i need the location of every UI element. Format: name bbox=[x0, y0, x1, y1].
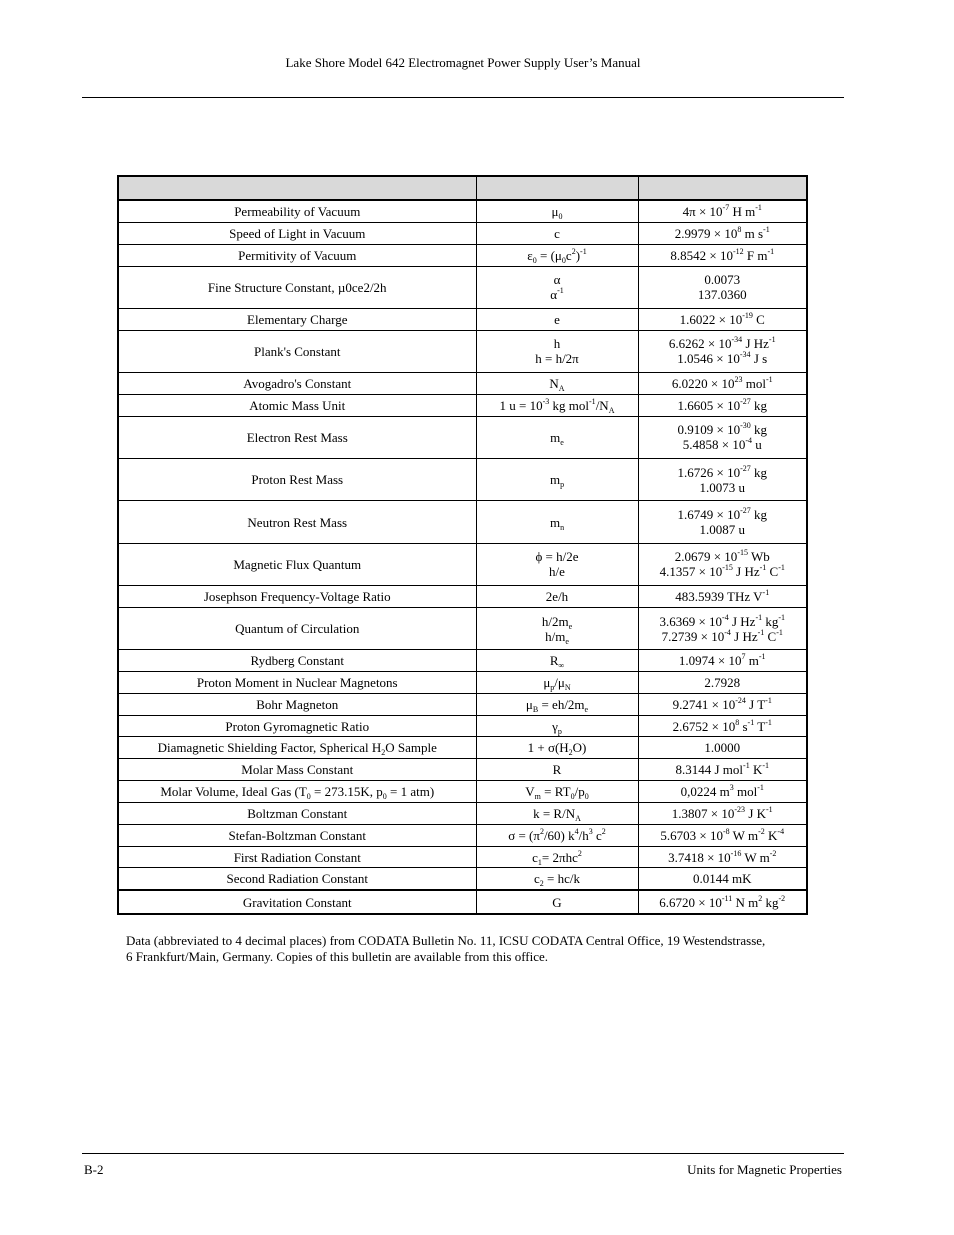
constant-symbol-cell: $\gamma_p$ bbox=[476, 715, 638, 737]
constant-value-cell: $0.9109 \times 10^{-30}$ kg $5.4858 \times 10^{-4}$ u bbox=[638, 416, 807, 458]
header-cell-value bbox=[638, 176, 807, 200]
constant-name-cell: Rydberg Constant bbox=[118, 650, 476, 672]
source-note-line-2: 6 Frankfurt/Main, Germany. Copies of this bulletin are available from this office. bbox=[126, 949, 549, 964]
constant-symbol-cell: $m_p$ bbox=[476, 459, 638, 501]
constant-symbol-cell: h h = h/2π bbox=[476, 330, 638, 372]
table-row bbox=[118, 846, 807, 868]
constant-value-cell: 0,0224 $m^3$ mol$^{-1}$ bbox=[638, 781, 807, 803]
constant-name-cell: Electron Rest Mass bbox=[118, 416, 476, 458]
constant-symbol-cell: c bbox=[476, 223, 638, 245]
table-row bbox=[118, 802, 807, 824]
table-header-row bbox=[118, 176, 807, 200]
constant-value-cell: $2.6752 \times 10^8$ $s^{-1}$ $T^{-1}$ bbox=[638, 715, 807, 737]
table-row bbox=[118, 890, 807, 914]
constant-symbol-cell: $R_\infty$ bbox=[476, 650, 638, 672]
constant-name-cell: Quantum of Circulation bbox=[118, 607, 476, 649]
constant-value-cell: 483.5939 THz $V^{-1}$ bbox=[638, 586, 807, 608]
constant-name-cell: Fine Structure Constant, µ0ce2/2h bbox=[118, 266, 476, 308]
constant-value-cell: 2.7928 bbox=[638, 672, 807, 694]
constants-table-container bbox=[117, 175, 808, 915]
constant-symbol-cell: $N_A$ bbox=[476, 373, 638, 395]
constant-symbol-cell: $\varepsilon_0 = (\mu_0c^2)^{-1}$ bbox=[476, 244, 638, 266]
constant-value-cell: $2.0679 \times 10^{-15}$ Wb $4.1357 \times 10^{-15}$ J $Hz^{-1}$ $C^{-1}$ bbox=[638, 543, 807, 585]
constant-value-cell: $4\pi \times 10^{-7}$ H $m^{-1}$ bbox=[638, 200, 807, 223]
table-row bbox=[118, 781, 807, 803]
constant-symbol-cell: $1 + \sigma(H_2O)$ bbox=[476, 737, 638, 759]
constant-value-cell: $5.6703 \times 10^{-8}$ W $m^{-2}$ $K^{-4}$ bbox=[638, 824, 807, 846]
manual-title: Lake Shore Model 642 Electromagnet Power Supply User’s Manual bbox=[285, 55, 641, 70]
section-title: Units for Magnetic Properties bbox=[687, 1162, 842, 1177]
table-row bbox=[118, 501, 807, 543]
constant-value-cell: 0.0073 137.0360 bbox=[638, 266, 807, 308]
physical-constants-table bbox=[117, 175, 808, 915]
constant-value-cell: $1.6749 \times 10^{-27}$ kg 1.0087 u bbox=[638, 501, 807, 543]
constant-name-cell: Gravitation Constant bbox=[118, 890, 476, 914]
header-cell-symbol bbox=[476, 176, 638, 200]
constant-value-cell: $1.0974 \times 10^7$ $m^{-1}$ bbox=[638, 650, 807, 672]
table-row bbox=[118, 737, 807, 759]
table-row bbox=[118, 759, 807, 781]
table-row bbox=[118, 459, 807, 501]
constant-value-cell: $8.8542 \times 10^{-12}$ F $m^{-1}$ bbox=[638, 244, 807, 266]
table-row bbox=[118, 223, 807, 245]
table-row bbox=[118, 543, 807, 585]
header-rule bbox=[82, 97, 844, 98]
constant-name-cell: Boltzman Constant bbox=[118, 802, 476, 824]
table-row bbox=[118, 693, 807, 715]
constant-value-cell: $1.3807 \times 10^{-23}$ J $K^{-1}$ bbox=[638, 802, 807, 824]
constant-name-cell: Magnetic Flux Quantum bbox=[118, 543, 476, 585]
table-row bbox=[118, 672, 807, 694]
constant-symbol-cell: 1 $u = 10^{-3}$ kg $mol^{-1}/N_A$ bbox=[476, 394, 638, 416]
constant-symbol-cell: R bbox=[476, 759, 638, 781]
constant-value-cell: 1.0000 bbox=[638, 737, 807, 759]
constant-value-cell: $3.7418 \times 10^{-16}$ W $m^{-2}$ bbox=[638, 846, 807, 868]
table-row bbox=[118, 200, 807, 223]
source-note-line-1: Data (abbreviated to 4 decimal places) from CODATA Bulletin No. 11, ICSU CODATA Central Office, 19 Westendstrasse, bbox=[126, 933, 766, 948]
table-row bbox=[118, 650, 807, 672]
constant-symbol-cell: $c_1= 2\pi hc^2$ bbox=[476, 846, 638, 868]
constant-symbol-cell: $V_m = RT_0/p_0$ bbox=[476, 781, 638, 803]
constant-name-cell: Stefan-Boltzman Constant bbox=[118, 824, 476, 846]
table-row bbox=[118, 244, 807, 266]
constant-symbol-cell: $\mu_p/\mu_N$ bbox=[476, 672, 638, 694]
constant-symbol-cell: $\mu_0$ bbox=[476, 200, 638, 223]
constant-name-cell: Avogadro's Constant bbox=[118, 373, 476, 395]
table-row bbox=[118, 394, 807, 416]
constant-name-cell: Bohr Magneton bbox=[118, 693, 476, 715]
constant-symbol-cell: $m_n$ bbox=[476, 501, 638, 543]
constant-value-cell: $1.6605 \times 10^{-27}$ kg bbox=[638, 394, 807, 416]
table-row bbox=[118, 586, 807, 608]
constant-name-cell: Molar Mass Constant bbox=[118, 759, 476, 781]
constant-name-cell: Plank's Constant bbox=[118, 330, 476, 372]
constant-value-cell: $1.6022 \times 10^{-19}$ C bbox=[638, 308, 807, 330]
constant-value-cell: $9.2741 \times 10^{-24}$ J $T^{-1}$ bbox=[638, 693, 807, 715]
constant-symbol-cell: $\mu_B = eh/2m_e$ bbox=[476, 693, 638, 715]
constant-name-cell: Josephson Frequency-Voltage Ratio bbox=[118, 586, 476, 608]
constant-name-cell: Permeability of Vacuum bbox=[118, 200, 476, 223]
constant-value-cell: $6.0220 \times 10^{23}$ mol$^{-1}$ bbox=[638, 373, 807, 395]
constant-name-cell: Diamagnetic Shielding Factor, Spherical $H_2O$ Sample bbox=[118, 737, 476, 759]
header-cell-name bbox=[118, 176, 476, 200]
constant-name-cell: Second Radiation Constant bbox=[118, 868, 476, 891]
constant-symbol-cell: 2e/h bbox=[476, 586, 638, 608]
constant-value-cell: $2.9979 \times 10^8$ m $s^{-1}$ bbox=[638, 223, 807, 245]
page-number: B-2 bbox=[84, 1162, 104, 1177]
table-row bbox=[118, 715, 807, 737]
table-row bbox=[118, 330, 807, 372]
table-row bbox=[118, 607, 807, 649]
constant-value-cell: 0.0144 mK bbox=[638, 868, 807, 891]
table-row bbox=[118, 373, 807, 395]
constant-symbol-cell: ϕ = h/2e h/e bbox=[476, 543, 638, 585]
constant-symbol-cell: α $\alpha^{-1}$ bbox=[476, 266, 638, 308]
source-note bbox=[126, 933, 846, 965]
table-row bbox=[118, 868, 807, 891]
constant-name-cell: Proton Rest Mass bbox=[118, 459, 476, 501]
table-row bbox=[118, 416, 807, 458]
constant-name-cell: Neutron Rest Mass bbox=[118, 501, 476, 543]
constant-symbol-cell: $\sigma = (\pi^2/60)$ $k^4/h^3$ $c^2$ bbox=[476, 824, 638, 846]
table-row bbox=[118, 824, 807, 846]
footer-rule bbox=[82, 1153, 844, 1154]
constant-name-cell: Atomic Mass Unit bbox=[118, 394, 476, 416]
constant-value-cell: $6.6720 \times 10^{-11}$ N $m^2$ $kg^{-2}$ bbox=[638, 890, 807, 914]
constant-name-cell: Permitivity of Vacuum bbox=[118, 244, 476, 266]
constant-name-cell: First Radiation Constant bbox=[118, 846, 476, 868]
constant-symbol-cell: G bbox=[476, 890, 638, 914]
constant-value-cell: 8.3144 J mol$^{-1}$ $K^{-1}$ bbox=[638, 759, 807, 781]
constant-symbol-cell: $h/2m_e$ $h/m_e$ bbox=[476, 607, 638, 649]
constant-symbol-cell: $m_e$ bbox=[476, 416, 638, 458]
table-row bbox=[118, 266, 807, 308]
constant-symbol-cell: $k = R/N_A$ bbox=[476, 802, 638, 824]
table-row bbox=[118, 308, 807, 330]
constant-name-cell: Proton Moment in Nuclear Magnetons bbox=[118, 672, 476, 694]
constant-value-cell: $3.6369 \times 10^{-4}$ J $Hz^{-1}$ $kg^{-1}$ $7.2739 \times 10^{-4}$ J $Hz^{-1}$ $C^{-1}$ bbox=[638, 607, 807, 649]
constant-symbol-cell: $c_2 = hc/k$ bbox=[476, 868, 638, 891]
constant-name-cell: Molar Volume, Ideal Gas ($T_0 = 273.15K$, $p_0 = 1$ atm) bbox=[118, 781, 476, 803]
table-body bbox=[118, 200, 807, 914]
constant-symbol-cell: e bbox=[476, 308, 638, 330]
constant-name-cell: Proton Gyromagnetic Ratio bbox=[118, 715, 476, 737]
constant-value-cell: $1.6726 \times 10^{-27}$ kg 1.0073 u bbox=[638, 459, 807, 501]
constant-name-cell: Elementary Charge bbox=[118, 308, 476, 330]
constant-value-cell: $6.6262 \times 10^{-34}$ J $Hz^{-1}$ $1.0546 \times 10^{-34}$ J s bbox=[638, 330, 807, 372]
constant-name-cell: Speed of Light in Vacuum bbox=[118, 223, 476, 245]
